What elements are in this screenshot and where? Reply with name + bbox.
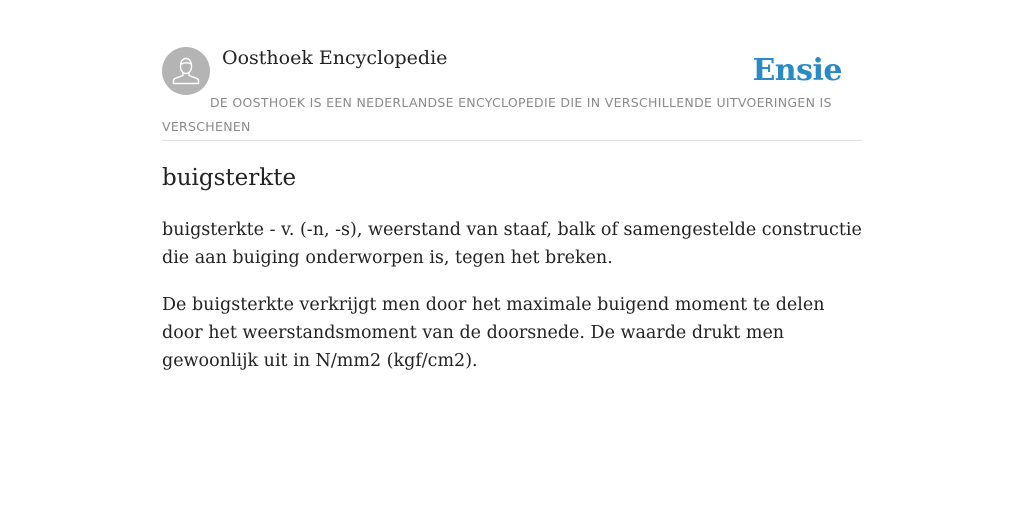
brand-logo-link[interactable]: Ensie <box>752 53 842 88</box>
user-silhouette-icon <box>162 47 210 95</box>
source-avatar[interactable] <box>162 47 210 95</box>
source-description: DE OOSTHOEK IS EEN NEDERLANDSE ENCYCLOPEDIE DIE IN VERSCHILLENDE UITVOERINGEN IS VERSCHENEN <box>162 95 832 134</box>
article-body <box>162 216 870 394</box>
source-name[interactable]: Oosthoek Encyclopedie <box>222 47 448 69</box>
source-header <box>162 46 862 141</box>
article-title: buigsterkte <box>162 165 297 191</box>
article-paragraph-definition: buigsterkte - v. (-n, -s), weerstand van staaf, balk of samengestelde constructie die aan buiging onderworpen is, tegen het breken. <box>162 220 862 268</box>
article-paragraph-explanation: De buigsterkte verkrijgt men door het maximale buigend moment te delen door het weerstandsmoment van de doorsnede. De waarde drukt men gewoonlijk uit in N/mm2 (kgf/cm2). <box>162 295 825 371</box>
